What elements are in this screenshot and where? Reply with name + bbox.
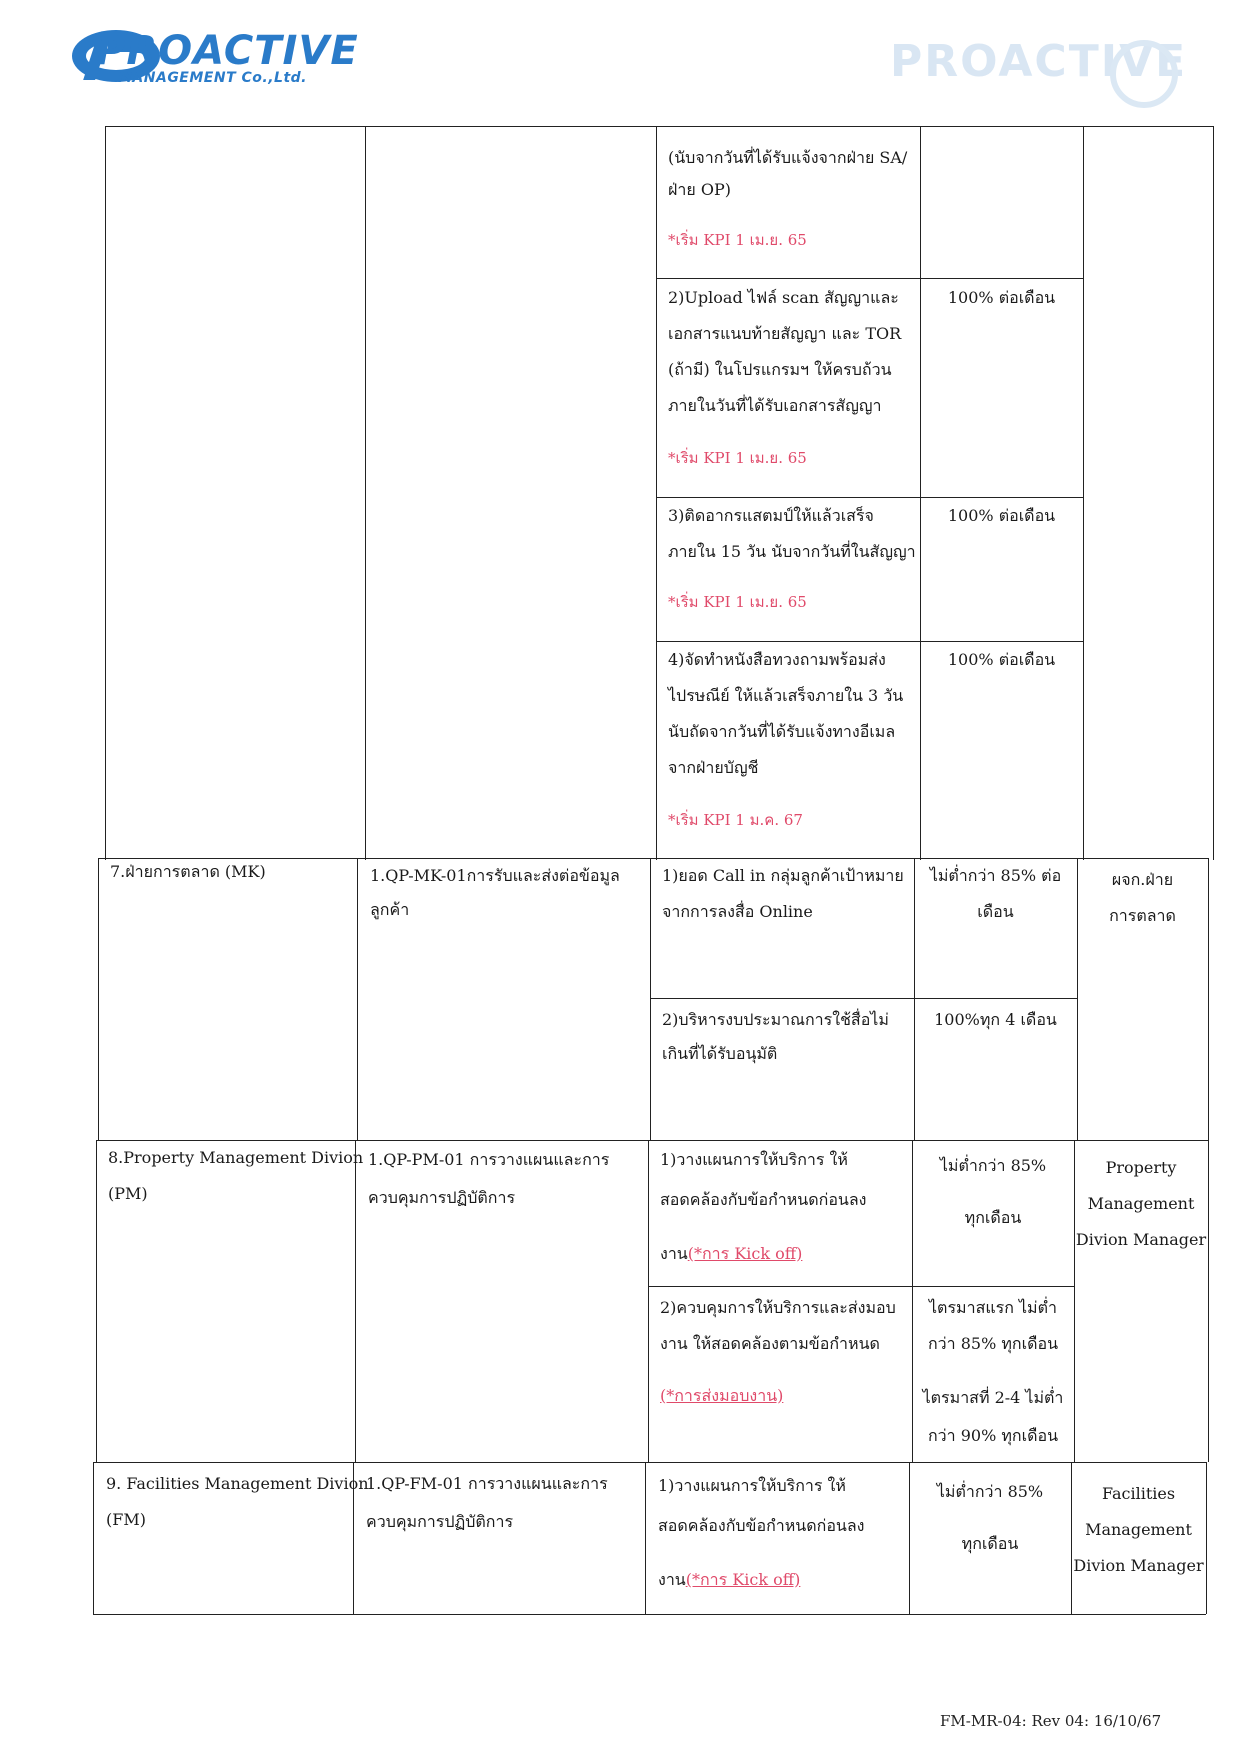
fm-kpi1-target-line1: ไม่ต่ำกว่า 85%	[936, 1482, 1044, 1501]
mk-dept: 7.ฝ่ายการตลาด (MK)	[110, 862, 266, 881]
cont-kpi4-note: *เริ่ม KPI 1 ม.ค. 67	[668, 811, 803, 829]
cont-kpi1-line2: ฝ่าย OP)	[668, 180, 731, 199]
pm-dept-line2: (PM)	[108, 1184, 148, 1203]
pm-kpi2-line1: 2)ควบคุมการให้บริการและส่งมอบ	[660, 1298, 896, 1317]
ghost-logo-text: PROACTIVE	[890, 36, 1188, 87]
cont-kpi2-line1: 2)Upload ไฟล์ scan สัญญาและ	[668, 288, 899, 307]
cont-kpi4-line2: ไปรษณีย์ ให้แล้วเสร็จภายใน 3 วัน	[668, 686, 904, 705]
mk-kpi1-target-line2: เดือน	[977, 902, 1014, 921]
fm-dept-line2: (FM)	[106, 1510, 146, 1529]
pm-owner-line3: Divion Manager	[1075, 1230, 1207, 1249]
fm-kpi1-prefix: งาน	[658, 1570, 686, 1589]
pm-kpi1-target-line1: ไม่ต่ำกว่า 85%	[939, 1156, 1047, 1175]
fm-owner-line3: Divion Manager	[1073, 1556, 1204, 1575]
mk-process-line1: 1.QP-MK-01การรับและส่งต่อข้อมูล	[370, 866, 620, 885]
cont-kpi3-note: *เริ่ม KPI 1 เม.ย. 65	[668, 593, 807, 611]
cont-kpi2-line3: (ถ้ามี) ในโปรแกรมฯ ให้ครบถ้วน	[668, 360, 892, 379]
fm-kpi1-line3	[658, 1562, 800, 1598]
fm-owner-line1: Facilities	[1101, 1484, 1176, 1503]
pm-kpi1-line2: สอดคล้องกับข้อกำหนดก่อนลง	[660, 1190, 867, 1209]
pm-kpi1-note: (*การ Kick off)	[687, 1244, 803, 1263]
pm-kpi1-prefix: งาน	[660, 1244, 688, 1263]
pm-kpi2-target-line4: กว่า 90% ทุกเดือน	[927, 1426, 1059, 1445]
fm-process-line2: ควบคุมการปฏิบัติการ	[366, 1512, 514, 1531]
cont-kpi3-line1: 3)ติดอากรแสตมป์ให้แล้วเสร็จ	[668, 506, 874, 525]
fm-kpi1-note: (*การ Kick off)	[685, 1570, 801, 1589]
pm-owner-line1: Property	[1105, 1158, 1177, 1177]
ghost-logo-icon	[1110, 40, 1178, 108]
pm-kpi2-note: (*การส่งมอบงาน)	[660, 1386, 784, 1405]
mk-kpi2-line1: 2)บริหารงบประมาณการใช้สื่อไม่	[662, 1010, 889, 1029]
mk-kpi2-line2: เกินที่ได้รับอนุมัติ	[662, 1044, 778, 1063]
cont-kpi2-target: 100% ต่อเดือน	[947, 288, 1056, 307]
logo-main-text: PROACTIVE	[96, 28, 359, 74]
mk-owner-line1: ผจก.ฝ่าย	[1111, 870, 1174, 889]
fm-kpi1-line1: 1)วางแผนการให้บริการ ให้	[658, 1476, 846, 1495]
cont-kpi2-line4: ภายในวันที่ได้รับเอกสารสัญญา	[668, 396, 882, 415]
cont-kpi1-note: *เริ่ม KPI 1 เม.ย. 65	[668, 231, 807, 249]
pm-kpi2-target-line2: กว่า 85% ทุกเดือน	[927, 1334, 1059, 1353]
cont-kpi3-line2: ภายใน 15 วัน นับจากวันที่ในสัญญา	[668, 542, 916, 561]
pm-dept-line1: 8.Property Management Divion	[108, 1148, 364, 1167]
cont-kpi4-target: 100% ต่อเดือน	[947, 650, 1056, 669]
fm-process-line1: 1.QP-FM-01 การวางแผนและการ	[366, 1474, 608, 1493]
mk-kpi2-target: 100%ทุก 4 เดือน	[934, 1010, 1057, 1029]
pm-owner-line2: Management	[1087, 1194, 1195, 1213]
cont-kpi4-line1: 4)จัดทำหนังสือทวงถามพร้อมส่ง	[668, 650, 886, 669]
fm-kpi1-target-line2: ทุกเดือน	[961, 1534, 1019, 1553]
cont-kpi4-line4: จากฝ่ายบัญชี	[668, 758, 759, 777]
cont-kpi3-target: 100% ต่อเดือน	[947, 506, 1056, 525]
cont-kpi2-note: *เริ่ม KPI 1 เม.ย. 65	[668, 449, 807, 467]
cont-kpi1-line1: (นับจากวันที่ได้รับแจ้งจากฝ่าย SA/	[668, 148, 908, 167]
fm-kpi1-line2: สอดคล้องกับข้อกำหนดก่อนลง	[658, 1516, 865, 1535]
pm-kpi1-target-line2: ทุกเดือน	[964, 1208, 1022, 1227]
pm-kpi2-target-line1: ไตรมาสแรก ไม่ต่ำ	[929, 1298, 1057, 1317]
pm-process-line2: ควบคุมการปฏิบัติการ	[368, 1188, 516, 1207]
document-code-footer: FM-MR-04: Rev 04: 16/10/67	[940, 1712, 1162, 1730]
mk-process-line2: ลูกค้า	[370, 900, 410, 919]
pm-kpi1-line3	[660, 1236, 802, 1272]
pm-process-line1: 1.QP-PM-01 การวางแผนและการ	[368, 1150, 610, 1169]
mk-kpi1-line1: 1)ยอด Call in กลุ่มลูกค้าเป้าหมาย	[662, 866, 904, 885]
pm-kpi1-line1: 1)วางแผนการให้บริการ ให้	[660, 1150, 848, 1169]
cont-kpi2-line2: เอกสารแนบท้ายสัญญา และ TOR	[668, 324, 902, 343]
fm-dept-line1: 9. Facilities Management Divion	[106, 1474, 369, 1493]
mk-owner-line2: การตลาด	[1109, 906, 1176, 925]
mk-kpi1-line2: จากการลงสื่อ Online	[662, 902, 813, 921]
cont-kpi4-line3: นับถัดจากวันที่ได้รับแจ้งทางอีเมล	[668, 722, 896, 741]
pm-kpi2-target-line3: ไตรมาสที่ 2-4 ไม่ต่ำ	[922, 1388, 1064, 1407]
fm-owner-line2: Management	[1085, 1520, 1192, 1539]
mk-kpi1-target-line1: ไม่ต่ำกว่า 85% ต่อ	[929, 866, 1062, 885]
logo-sub-text: MANAGEMENT Co.,Ltd.	[118, 70, 307, 86]
pm-kpi2-line2: งาน ให้สอดคล้องตามข้อกำหนด	[660, 1334, 880, 1353]
